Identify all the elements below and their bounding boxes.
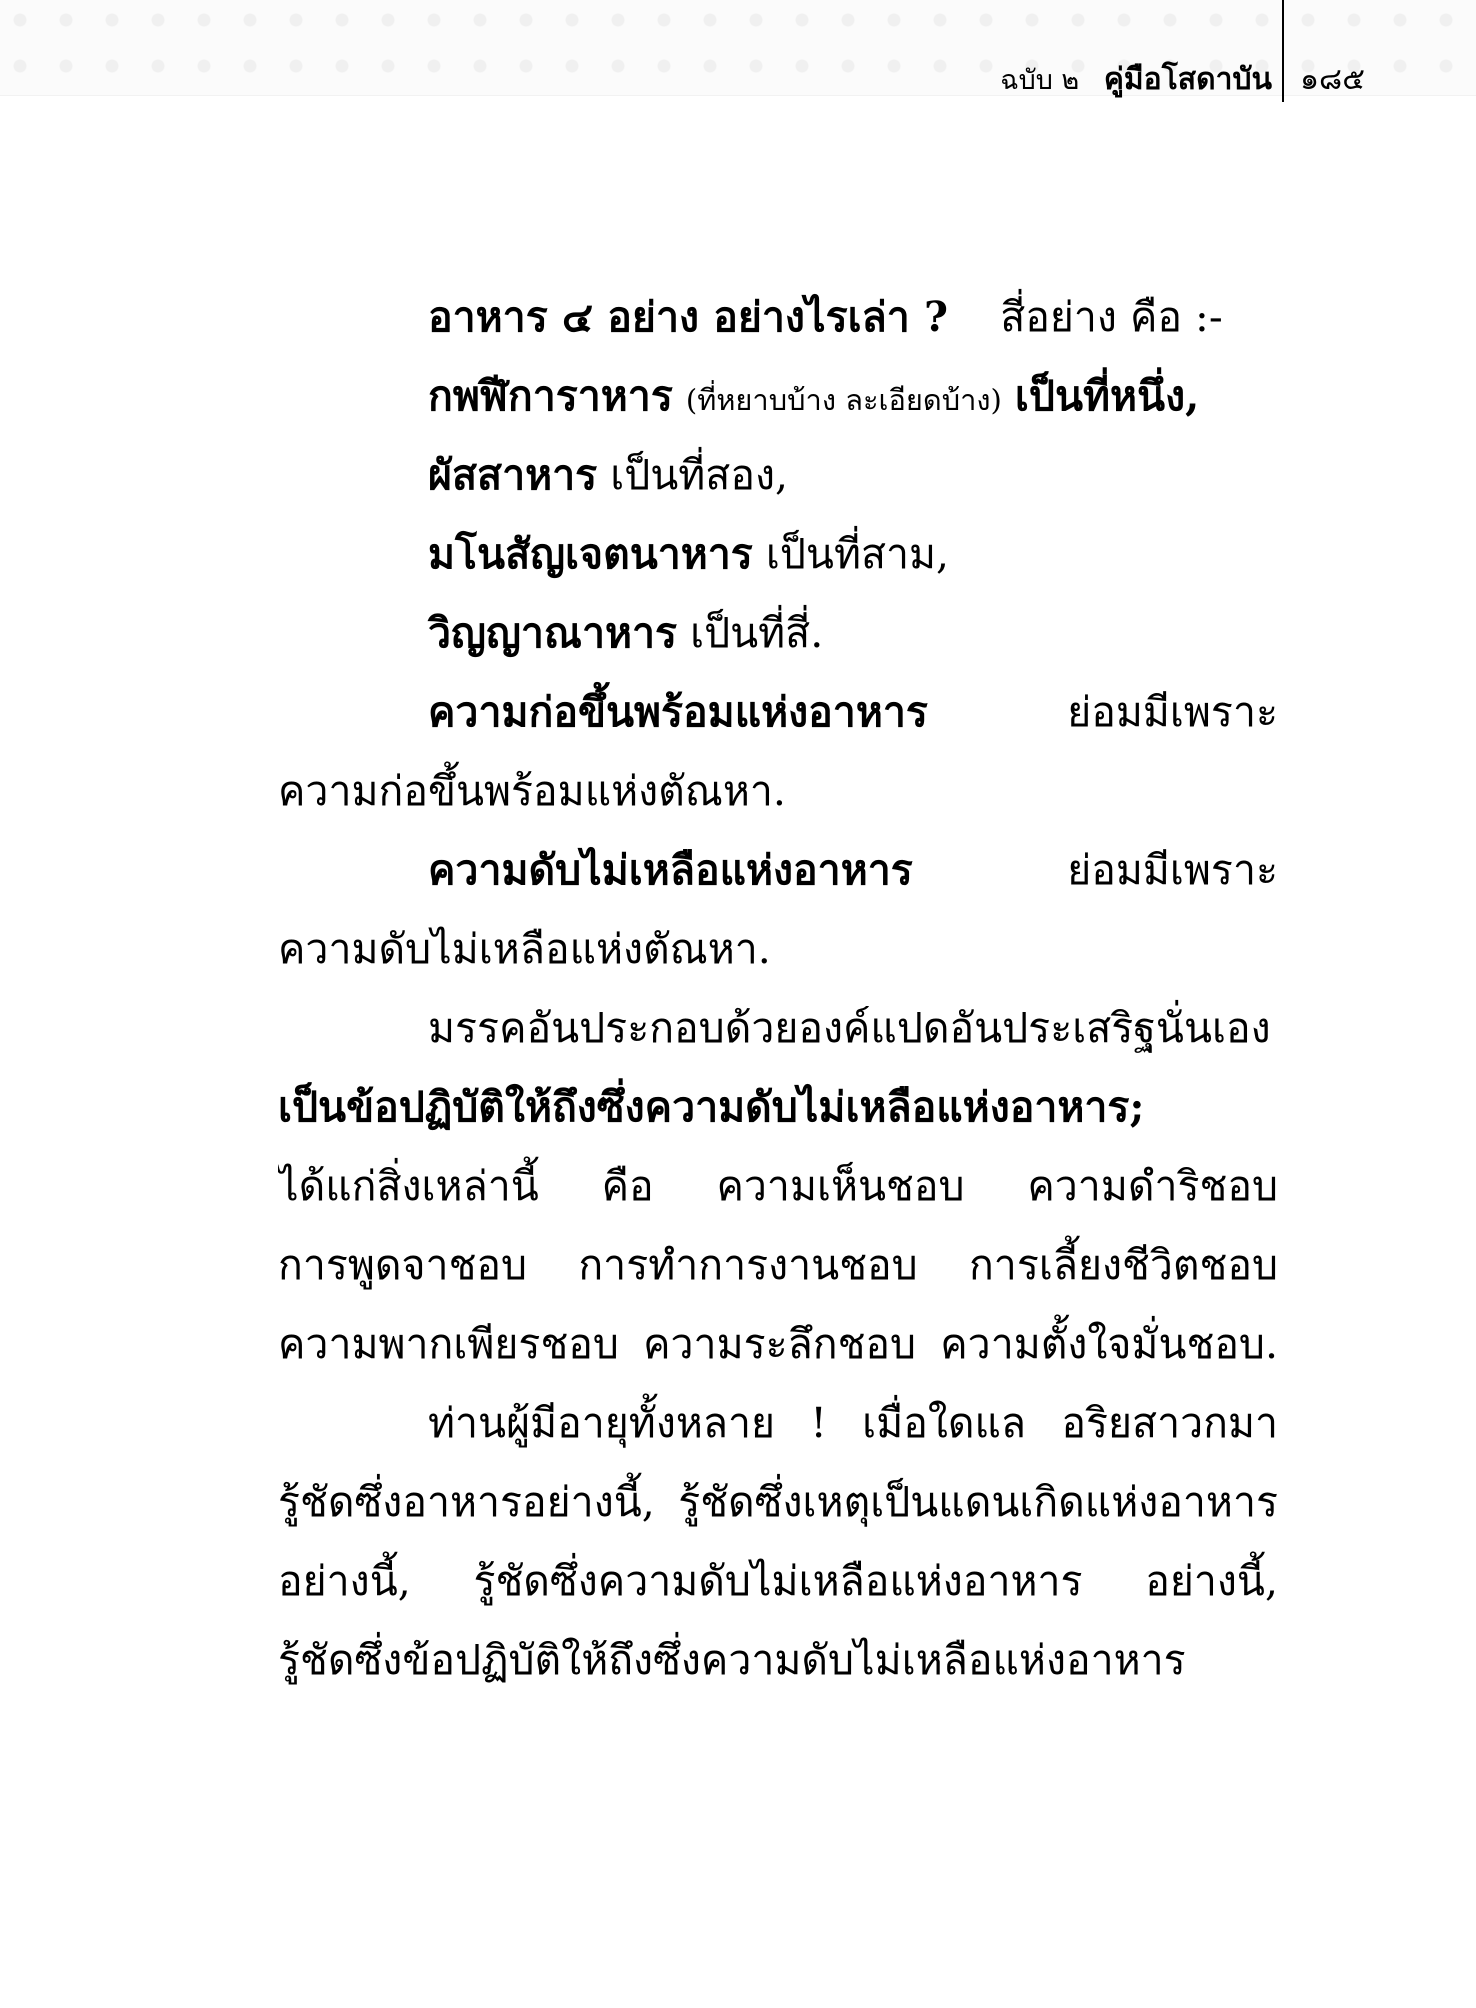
body-line-16: รู้ชัดซึ่งอาหารอย่างนี้, รู้ชัดซึ่งเหตุเป็นแดนเกิดแห่งอาหาร xyxy=(278,1478,1278,1526)
cessation-clause: ย่อมมีเพราะ xyxy=(1067,846,1278,894)
term-order-2: เป็นที่สอง, xyxy=(610,451,789,499)
page-body xyxy=(278,278,1278,1700)
edition-label: ฉบับ ๒ xyxy=(1000,65,1080,96)
body-line-14: ความพากเพียรชอบ ความระลึกชอบ ความตั้งใจมั่นชอบ. xyxy=(278,1320,1278,1368)
page-number: ๑๘๕ xyxy=(1300,62,1365,97)
body-line-17: อย่างนี้, รู้ชัดซึ่งความดับไม่เหลือแห่งอาหาร อย่างนี้, xyxy=(278,1557,1278,1605)
body-line-3 xyxy=(278,436,1278,515)
body-line-1 xyxy=(278,278,1278,357)
four-kinds-answer: สี่อย่าง คือ :- xyxy=(1000,293,1223,341)
term-phassa: ผัสสาหาร xyxy=(428,451,598,499)
running-head xyxy=(1000,60,1272,101)
body-line-4 xyxy=(278,515,1278,594)
body-line-5 xyxy=(278,594,1278,673)
term-manosancetana: มโนสัญเจตนาหาร xyxy=(428,530,753,578)
body-line-7: ความก่อขึ้นพร้อมแห่งตัณหา. xyxy=(278,767,786,815)
origin-clause: ย่อมมีเพราะ xyxy=(1067,688,1278,736)
term-order-1: เป็นที่หนึ่ง, xyxy=(1014,372,1200,420)
body-line-6 xyxy=(278,673,1278,752)
body-line-18: รู้ชัดซึ่งข้อปฏิบัติให้ถึงซึ่งความดับไม่เหลือแห่งอาหาร xyxy=(278,1636,1186,1684)
body-line-10: มรรคอันประกอบด้วยองค์แปดอันประเสริฐนั่นเอง xyxy=(428,1004,1271,1052)
term-order-4: เป็นที่สี่. xyxy=(690,609,824,657)
term-kabalinkara: กพฬีการาหาร xyxy=(428,372,673,420)
body-line-15: ท่านผู้มีอายุทั้งหลาย ! เมื่อใดแล อริยสาวกมา xyxy=(428,1399,1278,1447)
food-four-kinds-question: อาหาร ๔ อย่าง อย่างไรเล่า ? xyxy=(428,293,949,341)
term-note: (ที่หยาบบ้าง ละเอียดบ้าง) xyxy=(685,383,1002,417)
body-line-2 xyxy=(278,357,1278,436)
body-line-13: การพูดจาชอบ การทำการงานชอบ การเลี้ยงชีวิตชอบ xyxy=(278,1241,1278,1289)
body-line-12: ได้แก่สิ่งเหล่านี้ คือ ความเห็นชอบ ความดำริชอบ xyxy=(278,1162,1278,1210)
body-line-8 xyxy=(278,831,1278,910)
body-line-9: ความดับไม่เหลือแห่งตัณหา. xyxy=(278,925,771,973)
term-vinnana: วิญญาณาหาร xyxy=(428,609,678,657)
cessation-of-food: ความดับไม่เหลือแห่งอาหาร xyxy=(428,846,913,894)
origin-of-food: ความก่อขึ้นพร้อมแห่งอาหาร xyxy=(428,688,928,736)
book-title: คู่มือโสดาบัน xyxy=(1103,62,1272,97)
body-line-11: เป็นข้อปฏิบัติให้ถึงซึ่งความดับไม่เหลือแห่งอาหาร; xyxy=(278,1083,1145,1131)
term-order-3: เป็นที่สาม, xyxy=(765,530,950,578)
header-divider xyxy=(1282,0,1284,102)
